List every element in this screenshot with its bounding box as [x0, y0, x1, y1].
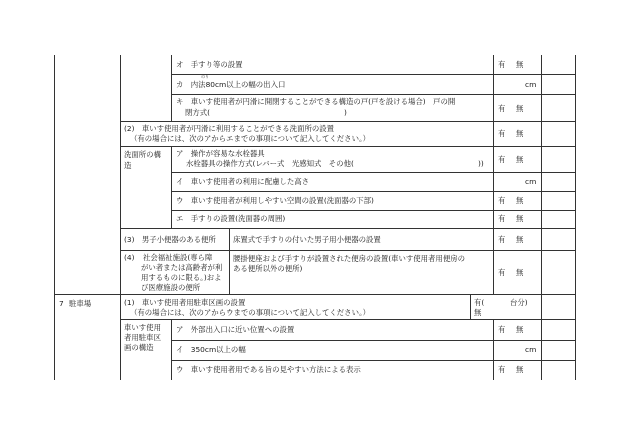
section-7-title: 駐車場 — [69, 299, 92, 308]
parking-u-yes: 有 — [498, 365, 506, 374]
table-line — [54, 294, 575, 295]
table-line — [229, 228, 230, 294]
parking-u-no: 無 — [516, 365, 524, 374]
wash-a-line1: ア 操作が容易な水栓器具 — [176, 149, 265, 158]
wash-e-label: エ 手すりの設置(洗面器の周囲) — [176, 214, 286, 223]
parking-1-no: 無 — [474, 308, 482, 317]
wash-a-line2: 水栓器具の操作方式(レバー式 光感知式 その他( — [186, 159, 354, 168]
table-line — [171, 55, 172, 121]
table-line — [171, 74, 575, 75]
section-2-yes: 有 — [498, 129, 506, 138]
section-4-desc2: ある便所以外の便所) — [233, 264, 303, 273]
row-o-yes: 有 — [498, 60, 506, 69]
section-3-yes: 有 — [498, 235, 506, 244]
table-line — [120, 55, 121, 380]
row-ki-no: 無 — [516, 104, 524, 113]
row-o-no: 無 — [516, 60, 524, 69]
section-3-no: 無 — [516, 235, 524, 244]
wash-a-close: )) — [478, 159, 484, 168]
row-ka-label: カ 内法80cm以上の幅の出入口 — [176, 80, 286, 89]
parking-a-label: ア 外部出入口に近い位置への設置 — [176, 325, 295, 334]
parking-group-line3: 画の構造 — [124, 343, 154, 352]
section-4-line4: び医療施設の便所 — [141, 283, 201, 292]
row-o-label: オ 手すり等の設置 — [176, 60, 243, 69]
section-3-desc: 床置式で手すりの付いた男子用小便器の設置 — [233, 235, 381, 244]
table-line — [171, 340, 575, 341]
wash-u-yes: 有 — [498, 196, 506, 205]
row-ka-ruby: のり — [201, 74, 209, 79]
parking-i-label: イ 350cm以上の幅 — [176, 345, 246, 354]
wash-i-unit: cm — [525, 177, 537, 186]
section-2-line2: （有の場合には、次のアからエまでの事項について記入してください。） — [130, 134, 371, 143]
wash-u-label: ウ 車いす使用者が利用しやすい空間の設置(洗面器の下部) — [176, 196, 374, 205]
table-line — [493, 55, 494, 294]
parking-i-unit: cm — [525, 345, 537, 354]
wash-a-yes: 有 — [498, 155, 506, 164]
table-line — [120, 121, 575, 122]
section-4-no: 無 — [516, 268, 524, 277]
table-line — [171, 210, 575, 211]
wash-group-line2: 造 — [124, 161, 132, 170]
parking-1-line2: （有の場合には、次のアからウまでの事項について記入してください。） — [130, 308, 371, 317]
table-line — [120, 228, 575, 229]
table-line — [171, 146, 172, 228]
table-line — [171, 319, 172, 380]
table-line — [120, 319, 575, 320]
wash-group-line1: 洗面所の構 — [124, 150, 161, 159]
parking-group-line1: 車いす使用 — [124, 323, 161, 332]
section-4-line3: 用するものに限る。)およ — [141, 273, 222, 282]
wash-e-no: 無 — [516, 214, 524, 223]
table-line — [470, 294, 471, 319]
row-ki-line1: キ 車いす使用者が円滑に開閉することができる構造の戸(戸を設ける場合) 戸の開 — [176, 97, 456, 106]
table-line — [171, 94, 575, 95]
section-2-line1: (2) 車いす使用者が円滑に利用することができる洗面所の設置 — [124, 124, 335, 133]
row-ki-line2: 閉方式( — [185, 108, 211, 117]
parking-1-yes-open: 有( — [474, 298, 485, 307]
parking-1-count-unit: 台分) — [510, 298, 528, 307]
parking-u-label: ウ 車いす使用者用である旨の見やすい方法による表示 — [176, 365, 361, 374]
section-4-num: (4) — [124, 253, 135, 262]
parking-a-yes: 有 — [498, 325, 506, 334]
section-2-no: 無 — [516, 129, 524, 138]
parking-1-line1: (1) 車いす使用者用駐車区画の設置 — [124, 298, 246, 307]
wash-u-no: 無 — [516, 196, 524, 205]
table-line — [171, 172, 575, 173]
wash-i-label: イ 車いす使用者の利用に配慮した高さ — [176, 177, 310, 186]
table-border-left — [54, 55, 55, 380]
wash-a-no: 無 — [516, 155, 524, 164]
table-line — [171, 191, 575, 192]
section-4-yes: 有 — [498, 268, 506, 277]
section-7-num: 7 — [59, 299, 64, 308]
row-ki-paren-close: ) — [344, 108, 347, 117]
parking-a-no: 無 — [516, 325, 524, 334]
section-4-desc1: 腰掛便座および手すりが設置された便房の設置(車いす使用者用便房の — [233, 254, 465, 263]
section-4-line2: がい者または高齢者が利 — [141, 263, 223, 272]
parking-group-line2: 者用駐車区 — [124, 333, 161, 342]
wash-e-yes: 有 — [498, 214, 506, 223]
section-3-label: (3) 男子小便器のある便所 — [124, 235, 216, 244]
row-ka-unit: cm — [525, 80, 537, 89]
table-line — [120, 250, 575, 251]
table-line — [120, 146, 575, 147]
table-line — [493, 319, 494, 380]
table-border-right — [575, 55, 576, 380]
table-line — [171, 360, 575, 361]
section-4-line1: 社会福祉施設(専ら障 — [143, 253, 213, 262]
row-ki-yes: 有 — [498, 104, 506, 113]
table-line — [541, 55, 542, 380]
